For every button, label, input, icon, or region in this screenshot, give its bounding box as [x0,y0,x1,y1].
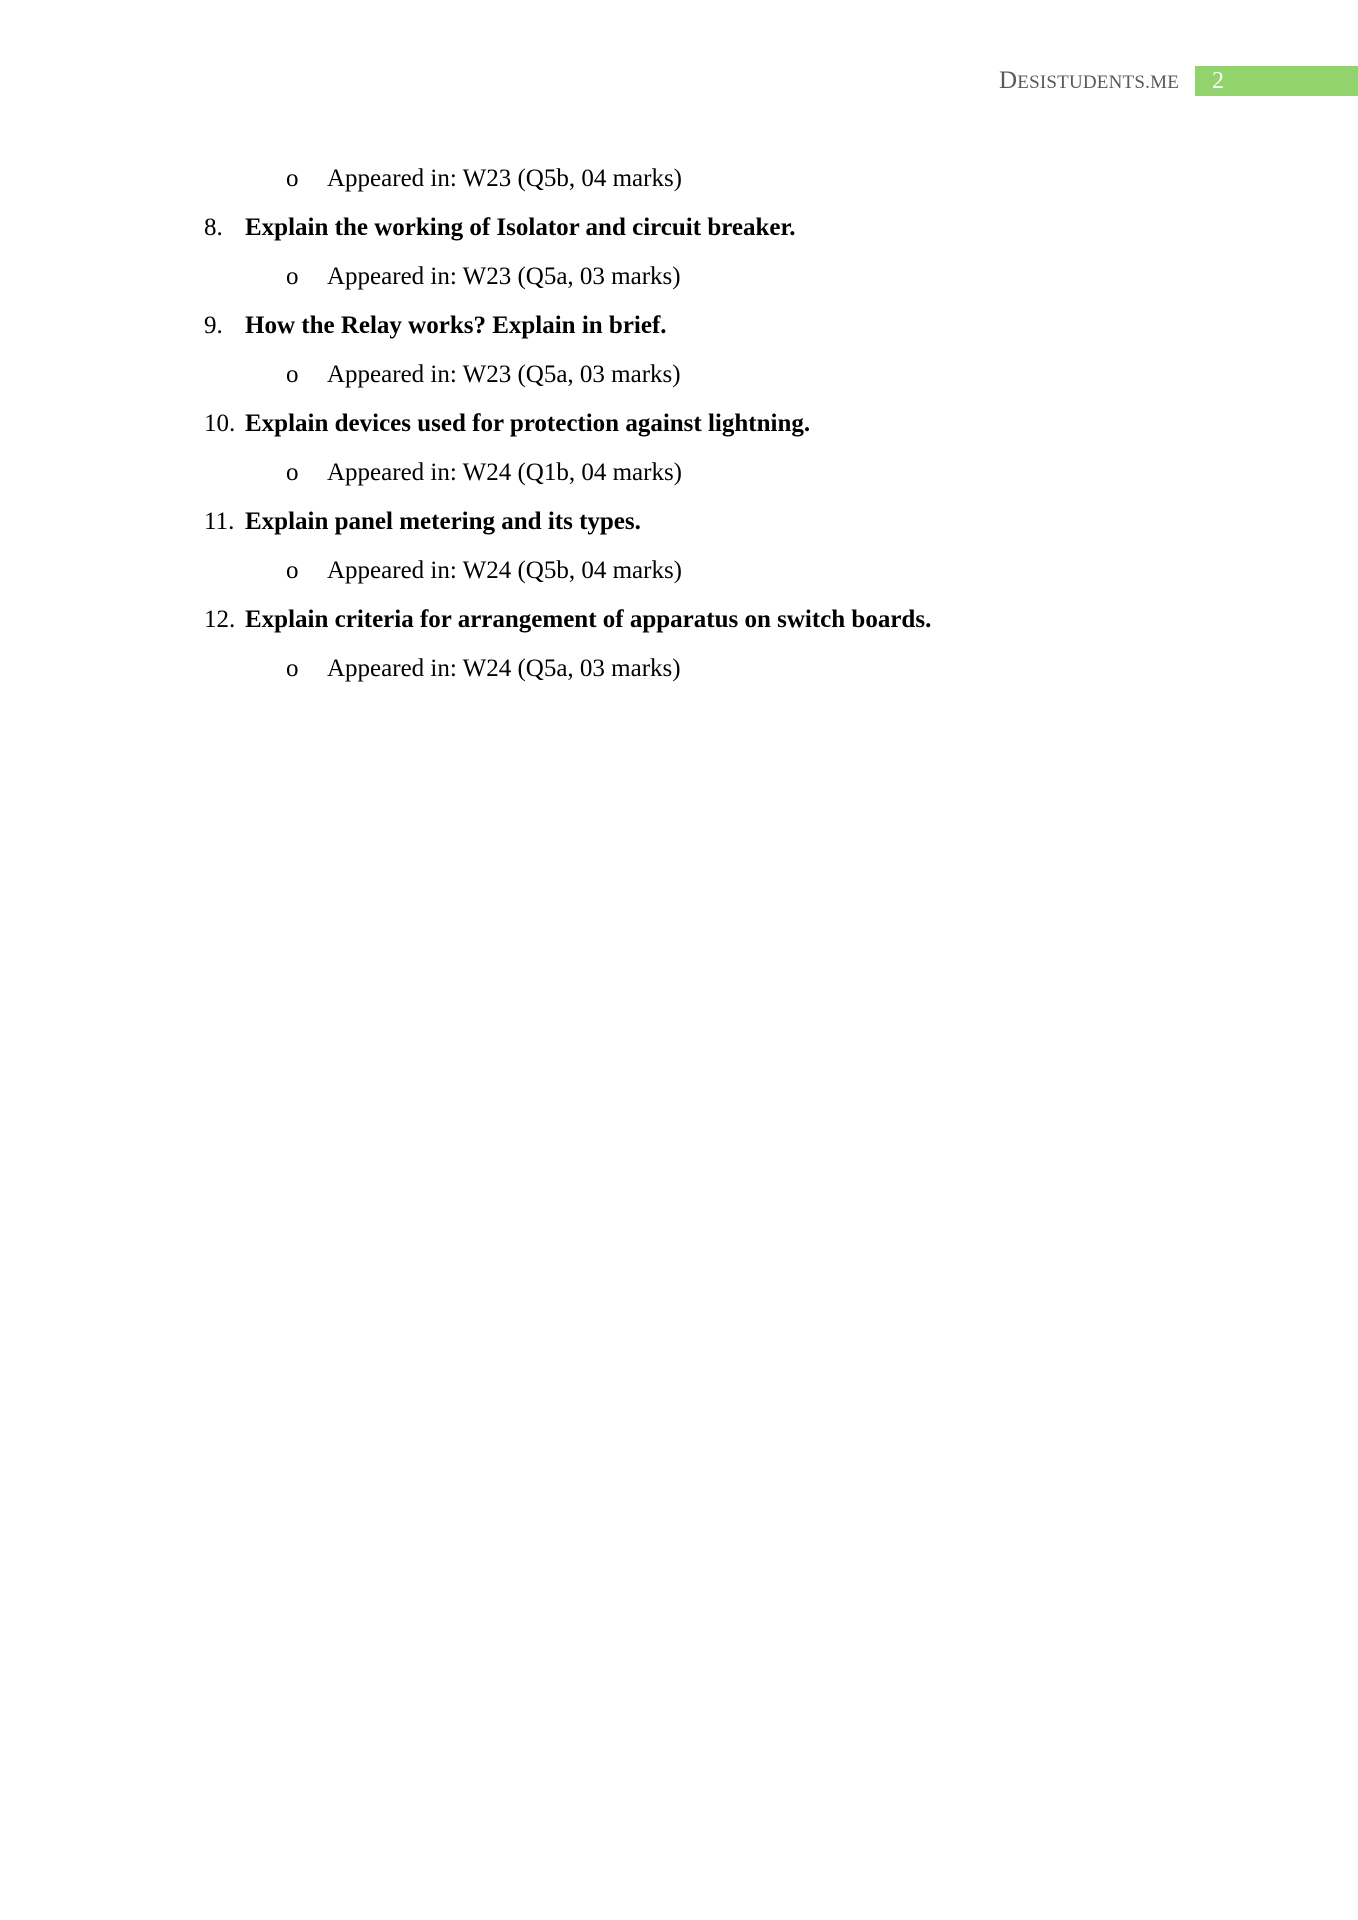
question-row [0,209,1358,258]
bullet-icon: o [286,557,299,584]
appeared-text: Appeared in: W23 (Q5a, 03 marks) [327,263,681,290]
question-number: 12. [204,606,236,633]
site-tld-initial: M [1150,72,1168,93]
appeared-row [0,552,1358,601]
site-name-rest: ESISTUDENTS [1017,72,1146,93]
appeared-text: Appeared in: W23 (Q5a, 03 marks) [327,361,681,388]
appeared-row [0,454,1358,503]
question-list [0,160,1358,699]
appeared-text: Appeared in: W23 (Q5b, 04 marks) [327,165,683,192]
site-name-dot: . [1145,72,1151,93]
appeared-text: Appeared in: W24 (Q5b, 04 marks) [327,557,683,584]
appeared-row [0,258,1358,307]
question-text: Explain panel metering and its types. [245,508,641,535]
appeared-text: Appeared in: W24 (Q5a, 03 marks) [327,655,681,682]
question-row [0,503,1358,552]
site-tld-rest: E [1167,72,1179,93]
page-number: 2 [1195,66,1358,96]
question-number: 8. [204,214,223,241]
bullet-icon: o [286,655,299,682]
page-header [999,66,1358,96]
site-name-initial: D [999,67,1018,94]
appeared-row [0,356,1358,405]
question-text: Explain criteria for arrangement of apparatus on switch boards. [245,606,932,633]
site-name [999,67,1179,95]
question-number: 9. [204,312,223,339]
question-row [0,601,1358,650]
question-text: Explain devices used for protection against lightning. [245,410,811,437]
bullet-icon: o [286,361,299,388]
appeared-row [0,650,1358,699]
appeared-row [0,160,1358,209]
bullet-icon: o [286,165,299,192]
question-text: Explain the working of Isolator and circuit breaker. [245,214,796,241]
question-number: 11. [204,508,235,535]
appeared-text: Appeared in: W24 (Q1b, 04 marks) [327,459,683,486]
question-row [0,405,1358,454]
question-row [0,307,1358,356]
question-number: 10. [204,410,236,437]
question-text: How the Relay works? Explain in brief. [245,312,667,339]
bullet-icon: o [286,459,299,486]
bullet-icon: o [286,263,299,290]
